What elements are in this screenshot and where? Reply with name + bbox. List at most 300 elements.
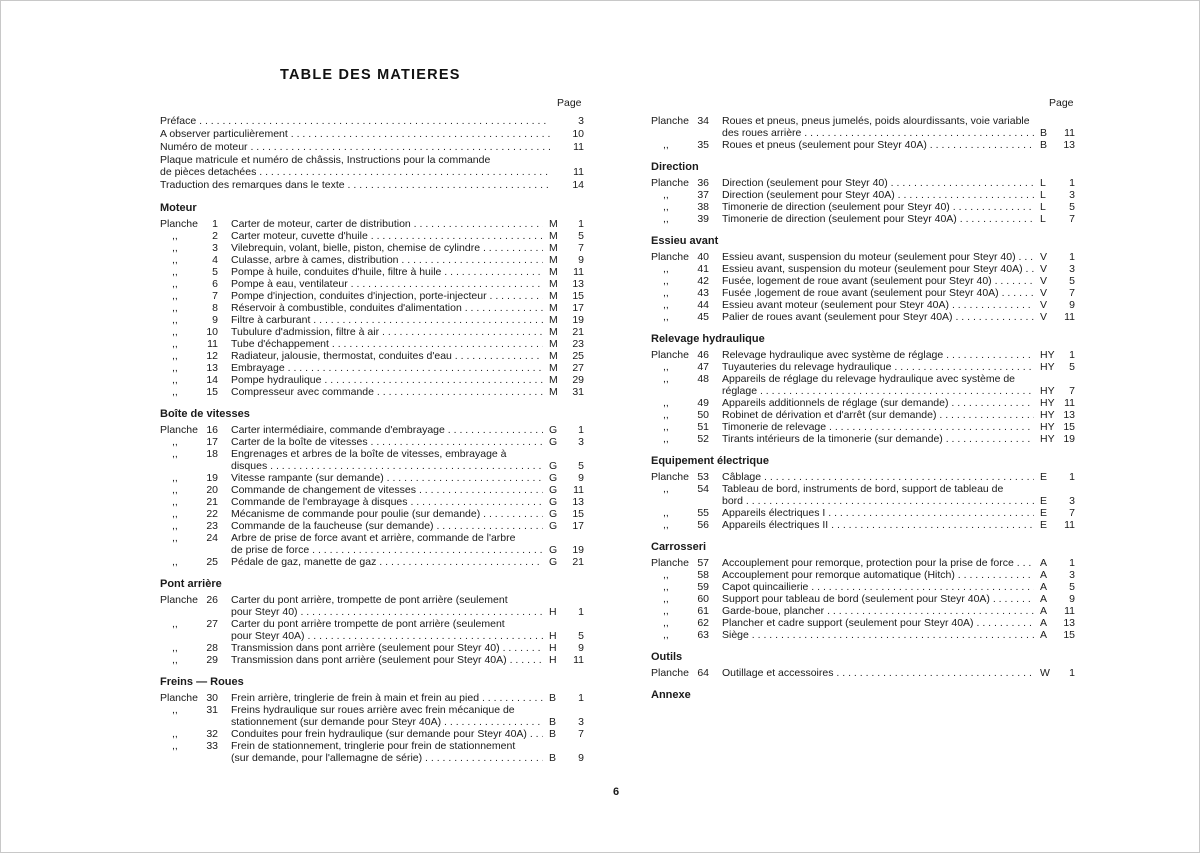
section-code: M (549, 302, 558, 314)
plate-number: 43 (697, 287, 709, 299)
ditto-mark: ,, (663, 361, 669, 373)
page-ref: 15 (1063, 629, 1075, 641)
section-code: M (549, 230, 558, 242)
entry-title: Appareils électriques I . . . (722, 507, 1034, 519)
ditto-mark: ,, (172, 642, 178, 654)
page-ref: 25 (572, 350, 584, 362)
section-code: E (1040, 507, 1048, 519)
toc-entry (160, 654, 584, 666)
page-ref: 5 (1069, 275, 1075, 287)
ditto-mark: ,, (663, 139, 669, 151)
entry-title: Garde-boue, plancher . . . (722, 605, 1034, 617)
ditto-mark: ,, (663, 483, 669, 495)
entry-title: Palier de roues avant (seulement pour Steyr 40A) . . . (722, 311, 1034, 323)
section-code: M (549, 386, 558, 398)
ditto-mark: ,, (172, 302, 178, 314)
page-ref: 3 (578, 716, 584, 728)
entry-title-continued: disques . . . (231, 460, 543, 472)
toc-entry (651, 189, 1075, 201)
ditto-mark: ,, (172, 618, 178, 630)
entry-title: Outillage et accessoires . . . (722, 667, 1034, 679)
plate-number: 59 (697, 581, 709, 593)
entry-title: Câblage . . . (722, 471, 1034, 483)
entry-title-continued: de prise de force . . . (231, 544, 543, 556)
plate-number: 45 (697, 311, 709, 323)
toc-entry-continuation (160, 752, 584, 764)
section-heading: Relevage hydraulique (651, 333, 765, 345)
page-ref: 11 (573, 484, 584, 496)
toc-entry (160, 278, 584, 290)
entry-title: Relevage hydraulique avec système de réglage . . . (722, 349, 1034, 361)
section-heading: Equipement électrique (651, 455, 769, 467)
plate-number: 54 (697, 483, 709, 495)
page-ref: 1 (578, 424, 584, 436)
toc-entry (160, 520, 584, 532)
page-ref: 11 (1064, 127, 1075, 139)
toc-entry (651, 519, 1075, 531)
entry-title: Plaque matricule et numéro de châssis, Instructions pour la commande (160, 154, 491, 166)
page-ref: 13 (572, 496, 584, 508)
section-code: M (549, 374, 558, 386)
toc-entry (651, 433, 1075, 445)
plate-number: 5 (212, 266, 218, 278)
plate-number: 16 (206, 424, 218, 436)
section-code: V (1040, 263, 1048, 275)
entry-title: Traduction des remarques dans le texte . . . (160, 179, 550, 191)
toc-entry (160, 362, 584, 374)
entry-title: Support pour tableau de bord (seulement pour Steyr 40A) . . . (722, 593, 1034, 605)
page-ref: 21 (572, 326, 584, 338)
plate-number: 3 (212, 242, 218, 254)
section-code: L (1040, 177, 1046, 189)
plate-number: 1 (212, 218, 218, 230)
ditto-mark: ,, (172, 350, 178, 362)
plate-number: 11 (207, 338, 218, 350)
toc-entry-continuation (651, 127, 1075, 139)
page-ref: 5 (1069, 201, 1075, 213)
toc-entry (160, 642, 584, 654)
ditto-mark: ,, (663, 519, 669, 531)
ditto-mark: ,, (663, 263, 669, 275)
page-ref: 5 (578, 630, 584, 642)
plate-number: 18 (206, 448, 218, 460)
entry-title: Plancher et cadre support (seulement pour Steyr 40A) . . . (722, 617, 1034, 629)
plate-number: 15 (206, 386, 218, 398)
section-code: V (1040, 287, 1048, 299)
entry-title: Direction (seulement pour Steyr 40) . . . (722, 177, 1034, 189)
toc-entry (160, 594, 584, 606)
section-code: M (549, 350, 558, 362)
plate-number: 29 (206, 654, 218, 666)
entry-title: Carter de la boîte de vitesses . . . (231, 436, 543, 448)
toc-entry (651, 557, 1075, 569)
section-code: V (1040, 275, 1048, 287)
page-column-header-left: Page (557, 97, 582, 109)
page-ref: 15 (572, 508, 584, 520)
entry-title: Commande de la faucheuse (sur demande) . . . (231, 520, 543, 532)
toc-entry (651, 263, 1075, 275)
plate-number: 50 (697, 409, 709, 421)
section-code: M (549, 326, 558, 338)
entry-title: Conduites pour frein hydraulique (sur demande pour Steyr 40A) . . . (231, 728, 543, 740)
section-code: L (1040, 201, 1046, 213)
page-ref: 3 (1069, 495, 1075, 507)
section-code: G (549, 544, 558, 556)
ditto-mark: ,, (172, 278, 178, 290)
entry-title: A observer particulièrement . . . (160, 128, 550, 140)
plate-number: 47 (697, 361, 709, 373)
toc-entry (651, 605, 1075, 617)
page-ref: 19 (1063, 433, 1075, 445)
page-ref: 9 (578, 752, 584, 764)
toc-entry (160, 218, 584, 230)
section-code: L (1040, 213, 1046, 225)
section-code: V (1040, 299, 1048, 311)
section-code: M (549, 218, 558, 230)
entry-title: Commande de changement de vitesses . . . (231, 484, 543, 496)
toc-entry-continuation (651, 385, 1075, 397)
entry-title: Tubulure d'admission, filtre à air . . . (231, 326, 543, 338)
entry-title: Carter du pont arrière trompette de pont arrière (seulement (231, 618, 505, 630)
toc-entry-continuation (160, 544, 584, 556)
ditto-mark: ,, (172, 436, 178, 448)
section-code: A (1040, 581, 1048, 593)
section-code: G (549, 556, 558, 568)
ditto-mark: ,, (663, 593, 669, 605)
toc-entry (160, 556, 584, 568)
entry-title-continued: de pièces detachées . . . (160, 166, 550, 178)
plate-number: 39 (697, 213, 709, 225)
entry-title: Carter moteur, cuvette d'huile . . . (231, 230, 543, 242)
toc-general-entry (160, 154, 584, 166)
plate-number: 13 (206, 362, 218, 374)
ditto-mark: ,, (663, 605, 669, 617)
section-code: E (1040, 519, 1048, 531)
section-code: G (549, 436, 558, 448)
section-code: L (1040, 189, 1046, 201)
toc-entry (160, 448, 584, 460)
page-ref: 15 (572, 290, 584, 302)
plate-number: 42 (697, 275, 709, 287)
section-code: B (549, 716, 557, 728)
entry-title: Appareils additionnels de réglage (sur demande) . . . (722, 397, 1034, 409)
entry-title: Pompe à huile, conduites d'huile, filtre à huile . . . (231, 266, 543, 278)
toc-entry (160, 302, 584, 314)
entry-title: Robinet de dérivation et d'arrêt (sur demande) . . . (722, 409, 1034, 421)
page-ref: 9 (578, 472, 584, 484)
toc-entry (651, 397, 1075, 409)
entry-title: Timonerie de relevage . . . (722, 421, 1034, 433)
ditto-mark: ,, (172, 556, 178, 568)
plate-number: 57 (697, 557, 709, 569)
ditto-mark: ,, (663, 287, 669, 299)
section-code: V (1040, 251, 1048, 263)
plate-number: 35 (697, 139, 709, 151)
entry-title: Embrayage . . . (231, 362, 543, 374)
section-code: G (549, 496, 558, 508)
entry-title: Appareils électriques II . . . (722, 519, 1034, 531)
plate-number: 19 (206, 472, 218, 484)
page-ref: 15 (1063, 421, 1075, 433)
section-heading: Annexe (651, 689, 691, 701)
entry-title: Compresseur avec commande . . . (231, 386, 543, 398)
entry-title: Freins hydraulique sur roues arrière avec frein mécanique de (231, 704, 515, 716)
toc-entry (651, 361, 1075, 373)
toc-entry (160, 242, 584, 254)
page-ref: 13 (1063, 139, 1075, 151)
section-code: A (1040, 569, 1048, 581)
entry-title: Filtre à carburant . . . (231, 314, 543, 326)
page-ref: 1 (578, 218, 584, 230)
page-ref: 13 (1063, 617, 1075, 629)
planche-label: Planche (651, 251, 689, 263)
page-ref: 11 (573, 166, 584, 178)
section-code: M (549, 254, 558, 266)
page-ref: 3 (1069, 569, 1075, 581)
section-code: A (1040, 605, 1048, 617)
toc-general-entry (160, 128, 584, 140)
ditto-mark: ,, (663, 507, 669, 519)
section-code: HY (1040, 397, 1055, 409)
page-ref: 7 (1069, 385, 1075, 397)
plate-number: 4 (212, 254, 218, 266)
plate-number: 27 (206, 618, 218, 630)
page-number: 6 (613, 786, 620, 798)
section-code: M (549, 338, 558, 350)
entry-title: Pédale de gaz, manette de gaz . . . (231, 556, 543, 568)
toc-entry (160, 618, 584, 630)
toc-entry (160, 532, 584, 544)
planche-label: Planche (651, 471, 689, 483)
toc-entry (160, 740, 584, 752)
entry-title: Accouplement pour remorque automatique (Hitch) . . . (722, 569, 1034, 581)
toc-entry (651, 483, 1075, 495)
page-ref: 11 (1064, 311, 1075, 323)
toc-entry-continuation (160, 166, 584, 178)
plate-number: 46 (697, 349, 709, 361)
section-code: B (1040, 139, 1048, 151)
plate-number: 49 (697, 397, 709, 409)
page-ref: 9 (578, 642, 584, 654)
page-ref: 11 (573, 266, 584, 278)
ditto-mark: ,, (663, 569, 669, 581)
section-code: M (549, 266, 558, 278)
entry-title: Carter intermédiaire, commande d'embrayage . . . (231, 424, 543, 436)
plate-number: 28 (206, 642, 218, 654)
page-ref: 1 (578, 606, 584, 618)
page-ref: 14 (572, 179, 584, 191)
entry-title: Roues et pneus, pneus jumelés, poids alourdissants, voie variable (722, 115, 1030, 127)
plate-number: 24 (206, 532, 218, 544)
section-heading: Essieu avant (651, 235, 719, 247)
ditto-mark: ,, (663, 617, 669, 629)
entry-title: Siège . . . (722, 629, 1034, 641)
plate-number: 20 (206, 484, 218, 496)
toc-entry (651, 201, 1075, 213)
page-column-header-right: Page (1049, 97, 1074, 109)
entry-title: Frein arrière, tringlerie de frein à main et frein au pied . . . (231, 692, 543, 704)
page-ref: 19 (572, 544, 584, 556)
entry-title: Direction (seulement pour Steyr 40A) . . . (722, 189, 1034, 201)
section-heading: Freins — Roues (160, 676, 244, 688)
entry-title-continued: réglage . . . (722, 385, 1034, 397)
section-code: A (1040, 593, 1048, 605)
plate-number: 7 (212, 290, 218, 302)
ditto-mark: ,, (663, 397, 669, 409)
page-ref: 9 (1069, 593, 1075, 605)
entry-title-continued: des roues arrière . . . (722, 127, 1034, 139)
entry-title: Vilebrequin, volant, bielle, piston, chemise de cylindre . . . (231, 242, 543, 254)
entry-title: Timonerie de direction (seulement pour Steyr 40) . . . (722, 201, 1034, 213)
plate-number: 55 (697, 507, 709, 519)
section-code: HY (1040, 385, 1055, 397)
page-ref: 10 (572, 128, 584, 140)
toc-general-entry (160, 141, 584, 153)
section-code: M (549, 290, 558, 302)
entry-title-continued: pour Steyr 40) . . . (231, 606, 543, 618)
page-ref: 5 (578, 460, 584, 472)
toc-entry (651, 287, 1075, 299)
toc-entry (160, 386, 584, 398)
page-ref: 1 (1069, 349, 1075, 361)
entry-title: Culasse, arbre à cames, distribution . . . (231, 254, 543, 266)
plate-number: 25 (206, 556, 218, 568)
plate-number: 33 (206, 740, 218, 752)
toc-entry-continuation (651, 495, 1075, 507)
ditto-mark: ,, (172, 740, 178, 752)
entry-title: Accouplement pour remorque, protection pour la prise de force . . . (722, 557, 1034, 569)
toc-entry (160, 266, 584, 278)
ditto-mark: ,, (663, 629, 669, 641)
page-ref: 19 (572, 314, 584, 326)
section-code: G (549, 520, 558, 532)
toc-entry (651, 629, 1075, 641)
toc-entry (651, 275, 1075, 287)
entry-title: Fusée ,logement de roue avant (seulement pour Steyr 40A) . . . (722, 287, 1034, 299)
plate-number: 2 (212, 230, 218, 242)
entry-title-continued: stationnement (sur demande pour Steyr 40A) . . . (231, 716, 543, 728)
section-code: H (549, 642, 557, 654)
toc-general-entry (160, 115, 584, 127)
toc-entry (160, 508, 584, 520)
page-ref: 13 (572, 278, 584, 290)
plate-number: 53 (697, 471, 709, 483)
planche-label: Planche (160, 218, 198, 230)
section-code: B (1040, 127, 1048, 139)
plate-number: 56 (697, 519, 709, 531)
ditto-mark: ,, (663, 421, 669, 433)
toc-entry (651, 507, 1075, 519)
section-code: H (549, 630, 557, 642)
section-code: B (549, 692, 557, 704)
section-code: G (549, 472, 558, 484)
section-code: B (549, 752, 557, 764)
page-ref: 7 (578, 242, 584, 254)
section-code: E (1040, 495, 1048, 507)
ditto-mark: ,, (172, 290, 178, 302)
toc-entry (160, 350, 584, 362)
ditto-mark: ,, (663, 581, 669, 593)
section-code: HY (1040, 421, 1055, 433)
page-ref: 11 (1064, 519, 1075, 531)
entry-title: Carter du pont arrière, trompette de pont arrière (seulement (231, 594, 508, 606)
ditto-mark: ,, (172, 472, 178, 484)
section-code: M (549, 242, 558, 254)
plate-number: 62 (697, 617, 709, 629)
entry-title: Réservoir à combustible, conduites d'alimentation . . . (231, 302, 543, 314)
toc-entry-continuation (160, 460, 584, 472)
plate-number: 21 (206, 496, 218, 508)
section-code: M (549, 314, 558, 326)
ditto-mark: ,, (172, 254, 178, 266)
page-ref: 3 (578, 115, 584, 127)
page-ref: 11 (1064, 605, 1075, 617)
ditto-mark: ,, (172, 496, 178, 508)
toc-entry (651, 139, 1075, 151)
section-code: M (549, 362, 558, 374)
ditto-mark: ,, (172, 326, 178, 338)
page-ref: 23 (572, 338, 584, 350)
section-code: G (549, 424, 558, 436)
page-ref: 3 (1069, 189, 1075, 201)
page-ref: 7 (1069, 287, 1075, 299)
entry-title: Essieu avant, suspension du moteur (seulement pour Steyr 40) . . . (722, 251, 1034, 263)
ditto-mark: ,, (172, 728, 178, 740)
entry-title: Numéro de moteur . . . (160, 141, 550, 153)
plate-number: 34 (697, 115, 709, 127)
toc-entry (651, 569, 1075, 581)
ditto-mark: ,, (663, 433, 669, 445)
ditto-mark: ,, (663, 409, 669, 421)
planche-label: Planche (651, 177, 689, 189)
entry-title: Pompe hydraulique . . . (231, 374, 543, 386)
page-ref: 5 (1069, 361, 1075, 373)
planche-label: Planche (651, 115, 689, 127)
planche-label: Planche (651, 667, 689, 679)
ditto-mark: ,, (172, 484, 178, 496)
toc-entry-continuation (160, 716, 584, 728)
ditto-mark: ,, (663, 373, 669, 385)
toc-general-entry (160, 179, 584, 191)
toc-entry (160, 728, 584, 740)
page-ref: 7 (1069, 507, 1075, 519)
ditto-mark: ,, (663, 311, 669, 323)
toc-entry (160, 254, 584, 266)
toc-entry (651, 115, 1075, 127)
plate-number: 6 (212, 278, 218, 290)
page-ref: 11 (1064, 397, 1075, 409)
plate-number: 12 (206, 350, 218, 362)
plate-number: 26 (206, 594, 218, 606)
section-code: A (1040, 557, 1048, 569)
toc-entry-continuation (160, 606, 584, 618)
section-code: B (549, 728, 557, 740)
ditto-mark: ,, (663, 201, 669, 213)
toc-entry (651, 349, 1075, 361)
toc-entry (651, 471, 1075, 483)
plate-number: 30 (206, 692, 218, 704)
planche-label: Planche (160, 594, 198, 606)
section-heading: Pont arrière (160, 578, 222, 590)
plate-number: 64 (697, 667, 709, 679)
page-ref: 3 (578, 436, 584, 448)
toc-entry (651, 409, 1075, 421)
section-heading: Moteur (160, 202, 197, 214)
plate-number: 41 (697, 263, 709, 275)
entry-title: Essieu avant moteur (seulement pour Steyr 40A) . . . (722, 299, 1034, 311)
toc-entry (160, 484, 584, 496)
page-ref: 1 (1069, 251, 1075, 263)
